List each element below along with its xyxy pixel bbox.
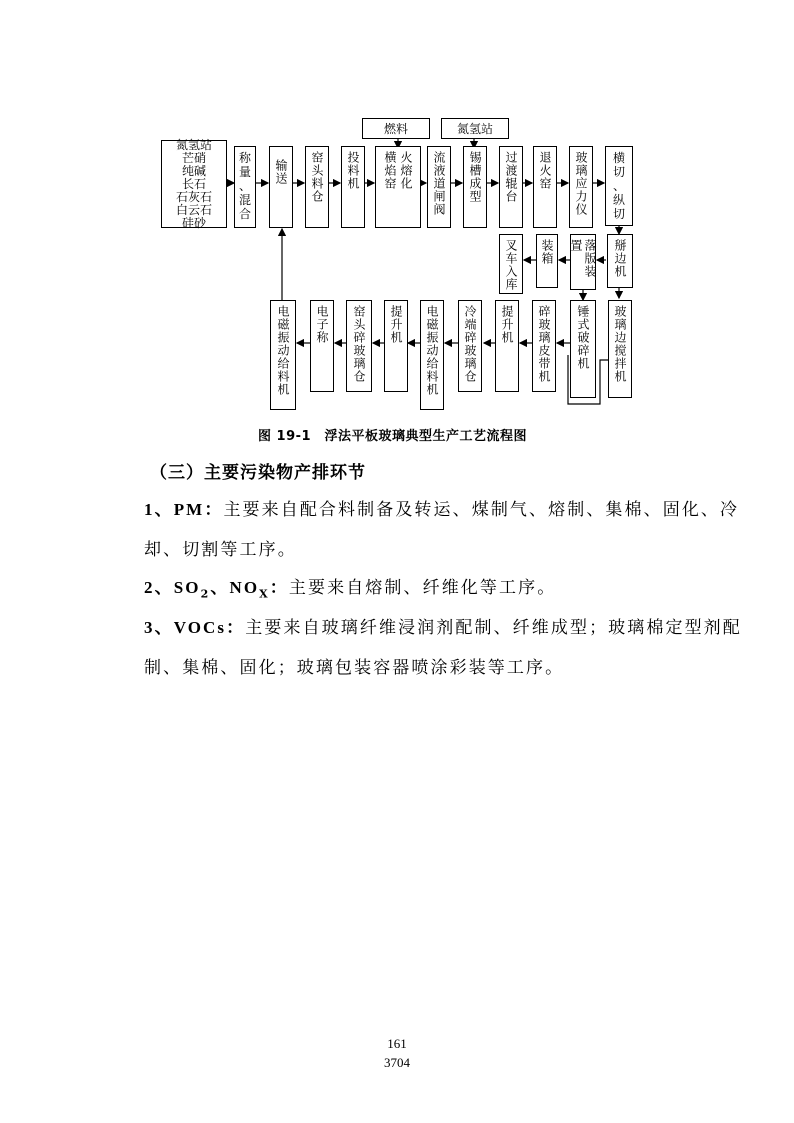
cutting-box [605, 146, 633, 226]
raw-material-item: 白云石 [175, 202, 212, 217]
furnace-col2: 横焰窑 [383, 151, 397, 190]
weigh-mix-box [234, 146, 256, 228]
weigh-mix-char: 、 [238, 179, 251, 193]
launder-box [427, 146, 451, 228]
vocs-text: 主要来自玻璃纤维浸润剂配制、纤维成型；玻璃棉定型剂配制、集棉、固化；玻璃包装容器喷涂彩装等工序。 [144, 618, 742, 678]
edge-breaker-box [607, 234, 633, 288]
convey-label: 输送 [274, 159, 288, 185]
hammer-crusher-box [570, 300, 596, 398]
furnace-box [375, 146, 421, 228]
kiln-cullet-bin-box [346, 300, 372, 392]
packing-label: 装箱 [540, 239, 554, 265]
gas-station-label: 氮氢站 [456, 121, 493, 136]
cutting-char: 切 [612, 165, 625, 179]
cold-cullet-bin-label: 冷端碎玻璃仓 [463, 305, 477, 383]
cullet-belt-label: 碎玻璃皮带机 [537, 305, 551, 383]
so2-nox-label-part: 2、SO [144, 578, 201, 597]
so2-nox-label-part: ： [269, 578, 289, 597]
raw-material-item: 氮氢站 [175, 137, 212, 152]
scale-box [310, 300, 334, 392]
weigh-mix-char: 称 [238, 151, 251, 165]
stress-meter-label: 玻璃应力仪 [574, 151, 588, 216]
feeder-label: 投料机 [346, 151, 360, 190]
tin-bath-label: 锡槽成型 [468, 151, 482, 203]
packing-box [536, 234, 558, 288]
kiln-bin-box [305, 146, 329, 228]
furnace-col1: 火熔化 [399, 151, 413, 190]
raw-material-item: 石灰石 [175, 189, 212, 204]
plate-drop-box [570, 234, 596, 290]
cutting-char: 横 [612, 151, 625, 165]
annealing-box [533, 146, 557, 228]
fuel-box [362, 118, 430, 139]
weigh-mix-char: 混 [238, 193, 251, 207]
stress-meter-box [569, 146, 593, 228]
convey-box [269, 146, 293, 228]
page-number: 161 [387, 1036, 407, 1051]
so2-subscript: 2 [200, 587, 211, 601]
cold-cullet-bin-box [458, 300, 482, 392]
kiln-bin-label: 窑头料仓 [310, 151, 324, 203]
gas-station-box [441, 118, 509, 139]
raw-material-item: 纯碱 [181, 163, 206, 178]
so2-nox-text: 主要来自熔制、纤维化等工序。 [288, 578, 557, 598]
edge-breaker-label: 掰边机 [613, 239, 627, 278]
cutting-char: 纵 [612, 193, 625, 207]
paragraph-vocs [104, 608, 744, 688]
cullet-belt-box [532, 300, 556, 392]
vocs-label: 3、VOCs： [144, 618, 246, 637]
edge-stirrer-label: 玻璃边搅拌机 [613, 305, 627, 383]
section-heading: （三）主要污染物产排环节 [150, 463, 366, 483]
pm-label: 1、PM： [144, 500, 224, 519]
document-page-number: 3704 [384, 1055, 410, 1070]
kiln-cullet-bin-label: 窑头碎玻璃仓 [352, 305, 366, 383]
scale-label: 电子称 [315, 305, 329, 344]
elevator-label: 提升机 [500, 305, 514, 344]
paragraph-pm [104, 490, 744, 570]
raw-material-item: 硅砂 [181, 215, 206, 230]
raw-material-item: 长石 [181, 176, 206, 191]
so2-nox-label-part: 、NO [210, 578, 260, 597]
figure-caption: 图 19-1 浮法平板玻璃典型生产工艺流程图 [258, 429, 528, 444]
tin-bath-box [463, 146, 487, 228]
weigh-mix-char: 合 [238, 207, 251, 221]
feeder-box [341, 146, 365, 228]
raw-material-item: 芒硝 [181, 150, 206, 165]
em-feeder-label: 电磁振动给料机 [276, 305, 290, 396]
fuel-label: 燃料 [383, 121, 408, 136]
weigh-mix-char: 量 [238, 165, 251, 179]
plate-drop-label: 落版装置 [569, 239, 597, 278]
elevator-box [495, 300, 519, 392]
elevator-label: 提升机 [389, 305, 403, 344]
transition-box [499, 146, 523, 228]
raw-materials-box [161, 137, 227, 230]
pm-text: 主要来自配合料制备及转运、煤制气、熔制、集棉、固化、冷却、切割等工序。 [144, 500, 740, 560]
cutting-char: 、 [612, 179, 625, 193]
annealing-label: 退火窑 [538, 151, 552, 190]
launder-label: 流液道闸阀 [432, 151, 446, 216]
cutting-char: 切 [612, 207, 625, 221]
nox-subscript: X [259, 587, 270, 601]
em-feeder-box [270, 300, 296, 410]
storage-label: 叉车入库 [504, 239, 518, 291]
hammer-crusher-label: 锤式破碎机 [576, 305, 590, 370]
transition-label: 过渡辊台 [504, 151, 518, 203]
edge-stirrer-box [608, 300, 632, 398]
em-feeder-box [420, 300, 444, 410]
elevator-box [384, 300, 408, 392]
storage-box [499, 234, 523, 294]
em-feeder-label: 电磁振动给料机 [425, 305, 439, 396]
